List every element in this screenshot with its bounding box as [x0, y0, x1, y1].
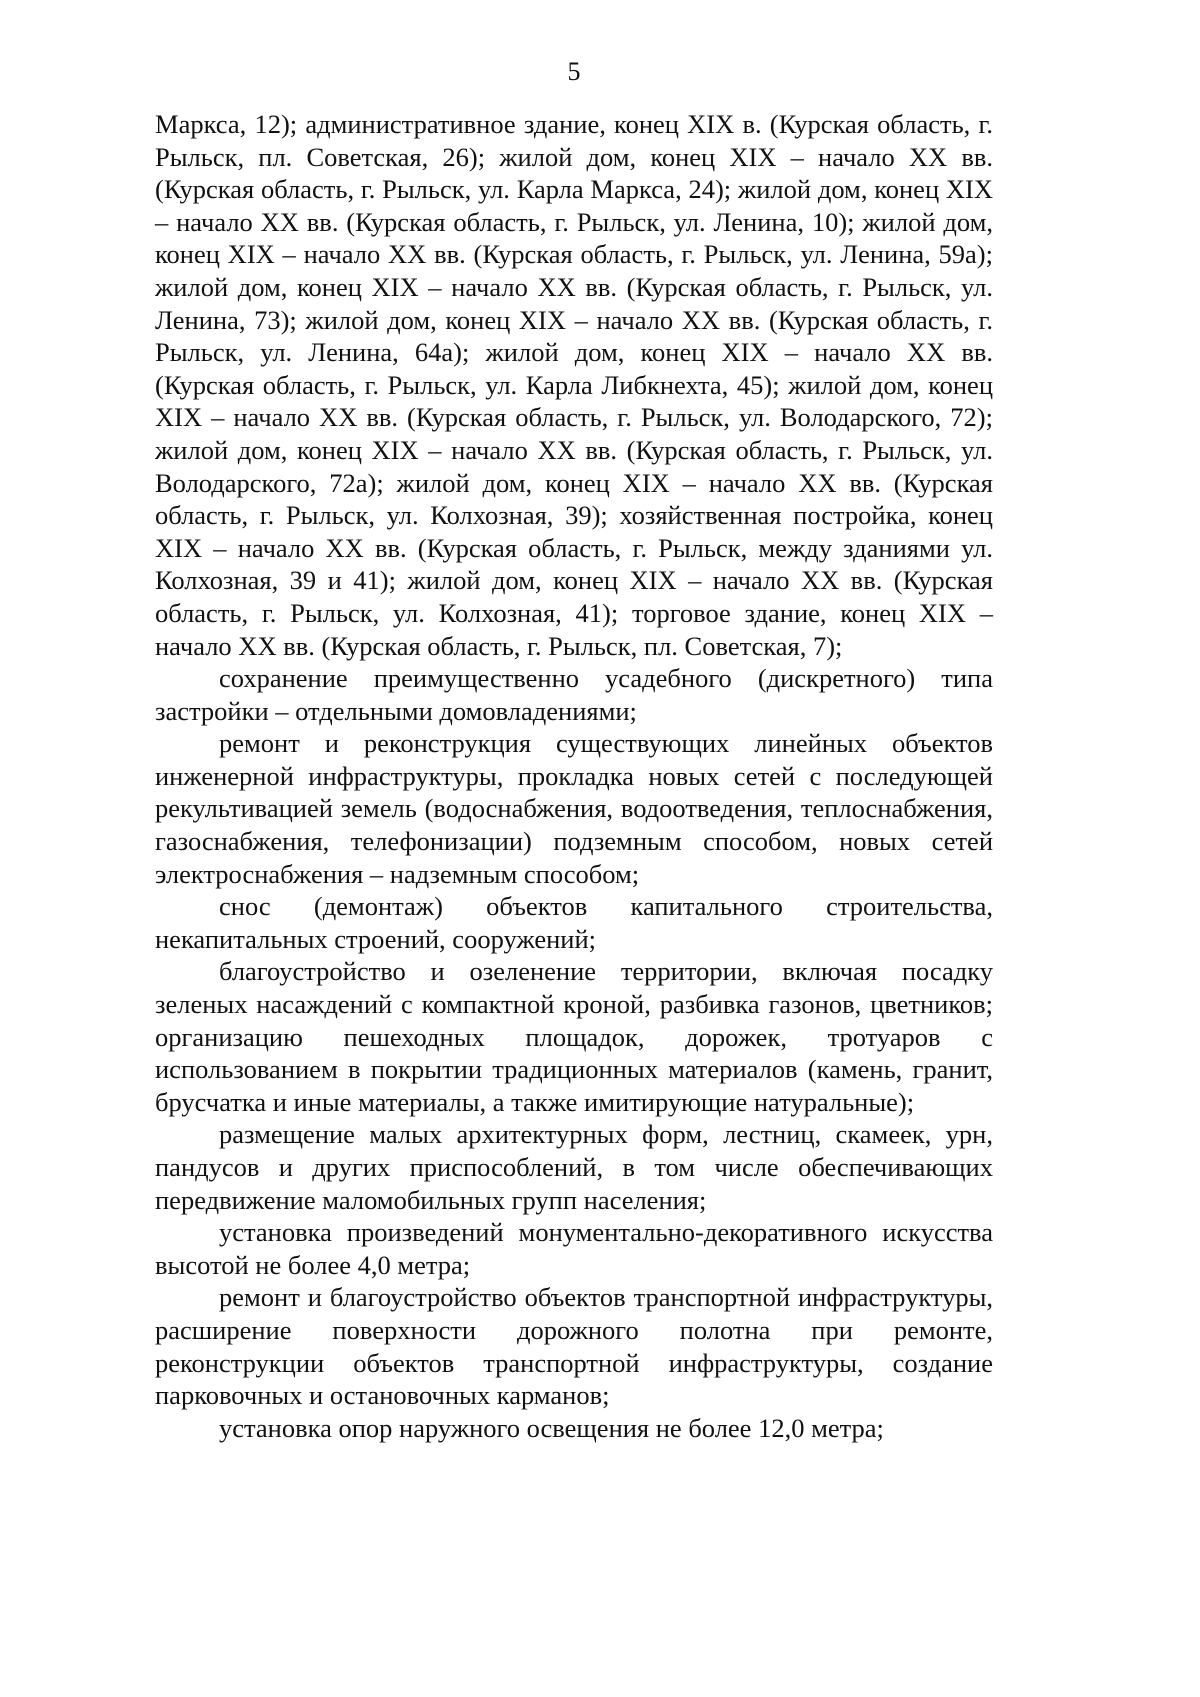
paragraph-monumental-art: установка произведений монументально-декоративного искусства высотой не более 4,0 метра; [155, 1217, 993, 1280]
paragraph-lighting-poles: установка опор наружного освещения не более 12,0 метра; [219, 1412, 884, 1443]
paragraph-building-type: сохранение преимущественно усадебного (дискретного) типа застройки – отдельными домовладениями; [155, 663, 993, 726]
document-body [155, 108, 993, 1444]
page-number: 5 [567, 57, 581, 86]
paragraph-transport-infrastructure: ремонт и благоустройство объектов транспортной инфраструктуры, расширение поверхности дорожного полотна при ремонте, реконструкции объектов транспортной инфраструктуры, создание парковочных и остановочных карманов; [155, 1282, 993, 1411]
paragraph-objects-list: Маркса, 12); административное здание, конец XIX в. (Курская область, г. Рыльск, пл. Советская, 26); жилой дом, конец XIX – начало XX вв. (Курская область, г. Рыльск, ул. Карла Маркса, 24); жилой дом, конец XIX – начало XX вв. (Курская область, г. Рыльск, ул. Ленина, 10); жилой дом, конец XIX – начало XX вв. (Курская область, г. Рыльск, ул. Ленина, 59а); жилой дом, конец XIX – начало XX вв. (Курская область, г. Рыльск, ул. Ленина, 73); жилой дом, конец XIX – начало XX вв. (Курская область, г. Рыльск, ул. Ленина, 64а); жилой дом, конец XIX – начало XX вв. (Курская область, г. Рыльск, ул. Карла Либкнехта, 45); жилой дом, конец XIX – начало XX вв. (Курская область, г. Рыльск, ул. Володарского, 72); жилой дом, конец XIX – начало XX вв. (Курская область, г. Рыльск, ул. Володарского, 72а); жилой дом, конец XIX – начало XX вв. (Курская область, г. Рыльск, ул. Колхозная, 39); хозяйственная постройка, конец XIX – начало XX вв. (Курская область, г. Рыльск, между зданиями ул. Колхозная, 39 и 41); жилой дом, конец XIX – начало XX вв. (Курская область, г. Рыльск, ул. Колхозная, 41); торговое здание, конец XIX – начало XX вв. (Курская область, г. Рыльск, пл. Советская, 7); [155, 109, 993, 661]
paragraph-demolition: снос (демонтаж) объектов капитального строительства, некапитальных строений, сооружений; [155, 891, 993, 954]
paragraph-small-architectural-forms: размещение малых архитектурных форм, лестниц, скамеек, урн, пандусов и других приспособлений, в том числе обеспечивающих передвижение маломобильных групп населения; [155, 1119, 993, 1215]
paragraph-engineering-networks: ремонт и реконструкция существующих линейных объектов инженерной инфраструктуры, прокладка новых сетей с последующей рекультивацией земель (водоснабжения, водоотведения, теплоснабжения, газоснабжения, телефонизации) подземным способом, новых сетей электроснабжения – надземным способом; [155, 728, 993, 889]
paragraph-landscaping: благоустройство и озеленение территории, включая посадку зеленых насаждений с компактной кроной, разбивка газонов, цветников; организацию пешеходных площадок, дорожек, тротуаров с использованием в покрытии традиционных материалов (камень, гранит, брусчатка и иные материалы, а также имитирующие натуральные); [155, 956, 993, 1117]
